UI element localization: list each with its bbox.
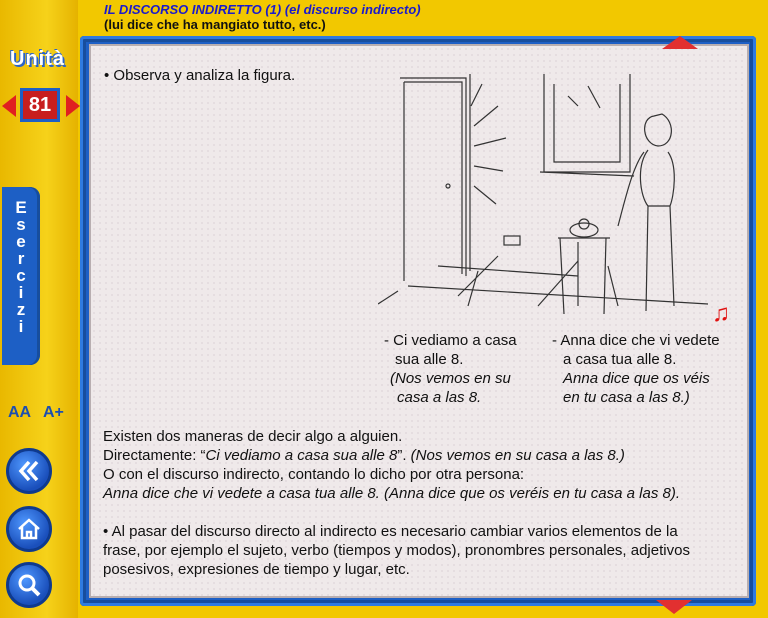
page-title: IL DISCORSO INDIRETTO (1) (el discurso indirecto) bbox=[104, 2, 421, 17]
text-span: Directamente: “ bbox=[103, 447, 206, 464]
font-increase-icon[interactable]: A+ bbox=[42, 404, 64, 421]
paragraph-line: • Al pasar del discurso directo al indirecto es necesario cambiar varios elementos de la bbox=[103, 523, 678, 540]
magnifier-icon bbox=[16, 572, 42, 598]
unit-number: 81 bbox=[20, 88, 60, 122]
next-unit-arrow-icon[interactable] bbox=[66, 95, 80, 117]
exercises-letter: i bbox=[18, 283, 24, 302]
intro-text: • Observa y analiza la figura. bbox=[104, 67, 296, 84]
music-note-icon[interactable]: ♫ bbox=[712, 300, 730, 327]
paragraph-line: posesivos, expresiones de tiempo y lugar, etc. bbox=[103, 561, 410, 578]
bubble-right-line: Anna dice que os véis bbox=[563, 370, 710, 387]
scroll-down-arrow-icon[interactable] bbox=[656, 600, 692, 614]
bubble-left-line: (Nos vemos en su bbox=[390, 370, 511, 387]
text-span: (Nos vemos en su casa a las 8.) bbox=[410, 447, 625, 464]
text-span: Ci vediamo a casa sua alle 8 bbox=[205, 447, 398, 464]
paragraph-line bbox=[103, 446, 625, 465]
paragraph-line: Anna dice che vi vedete a casa tua alle 8. (Anna dice que os veréis en tu casa a las 8). bbox=[103, 485, 681, 502]
exercises-letter: c bbox=[16, 266, 26, 285]
exercises-letter: e bbox=[16, 232, 26, 251]
bubble-left-line: casa a las 8. bbox=[397, 389, 482, 406]
font-decrease-icon[interactable]: AA bbox=[8, 404, 31, 421]
paragraph-line: frase, por ejemplo el sujeto, verbo (tiempos y modos), pronombres personales, adjetivos bbox=[103, 542, 690, 559]
exercises-tab[interactable] bbox=[2, 187, 40, 365]
unit-label: Unità bbox=[10, 48, 65, 70]
bubble-right-line: a casa tua alle 8. bbox=[563, 351, 677, 368]
home-icon bbox=[16, 516, 42, 542]
search-button[interactable] bbox=[6, 562, 52, 608]
exercises-letter: E bbox=[15, 198, 27, 217]
exercises-letter: i bbox=[18, 317, 24, 336]
paragraph-line: Existen dos maneras de decir algo a alguien. bbox=[103, 428, 403, 445]
bubble-left-line: sua alle 8. bbox=[395, 351, 464, 368]
page-subtitle: (lui dice che ha mangiato tutto, etc.) bbox=[104, 17, 326, 32]
exercises-letter: s bbox=[16, 215, 26, 234]
double-chevron-left-icon bbox=[16, 458, 42, 484]
back-button[interactable] bbox=[6, 448, 52, 494]
exercises-letter: r bbox=[17, 249, 25, 268]
paragraph-line: O con el discurso indirecto, contando lo dicho por otra persona: bbox=[103, 466, 525, 483]
font-size-tools bbox=[8, 404, 64, 422]
exercises-letter: z bbox=[16, 300, 26, 319]
scroll-up-arrow-icon[interactable] bbox=[662, 36, 698, 49]
illustration bbox=[378, 66, 708, 316]
prev-unit-arrow-icon[interactable] bbox=[2, 95, 16, 117]
bubble-right-line: - Anna dice che vi vedete bbox=[552, 332, 720, 349]
home-button[interactable] bbox=[6, 506, 52, 552]
bubble-right-line: en tu casa a las 8.) bbox=[563, 389, 690, 406]
text-span: ”. bbox=[397, 447, 411, 464]
bubble-left-line: - Ci vediamo a casa bbox=[384, 332, 517, 349]
